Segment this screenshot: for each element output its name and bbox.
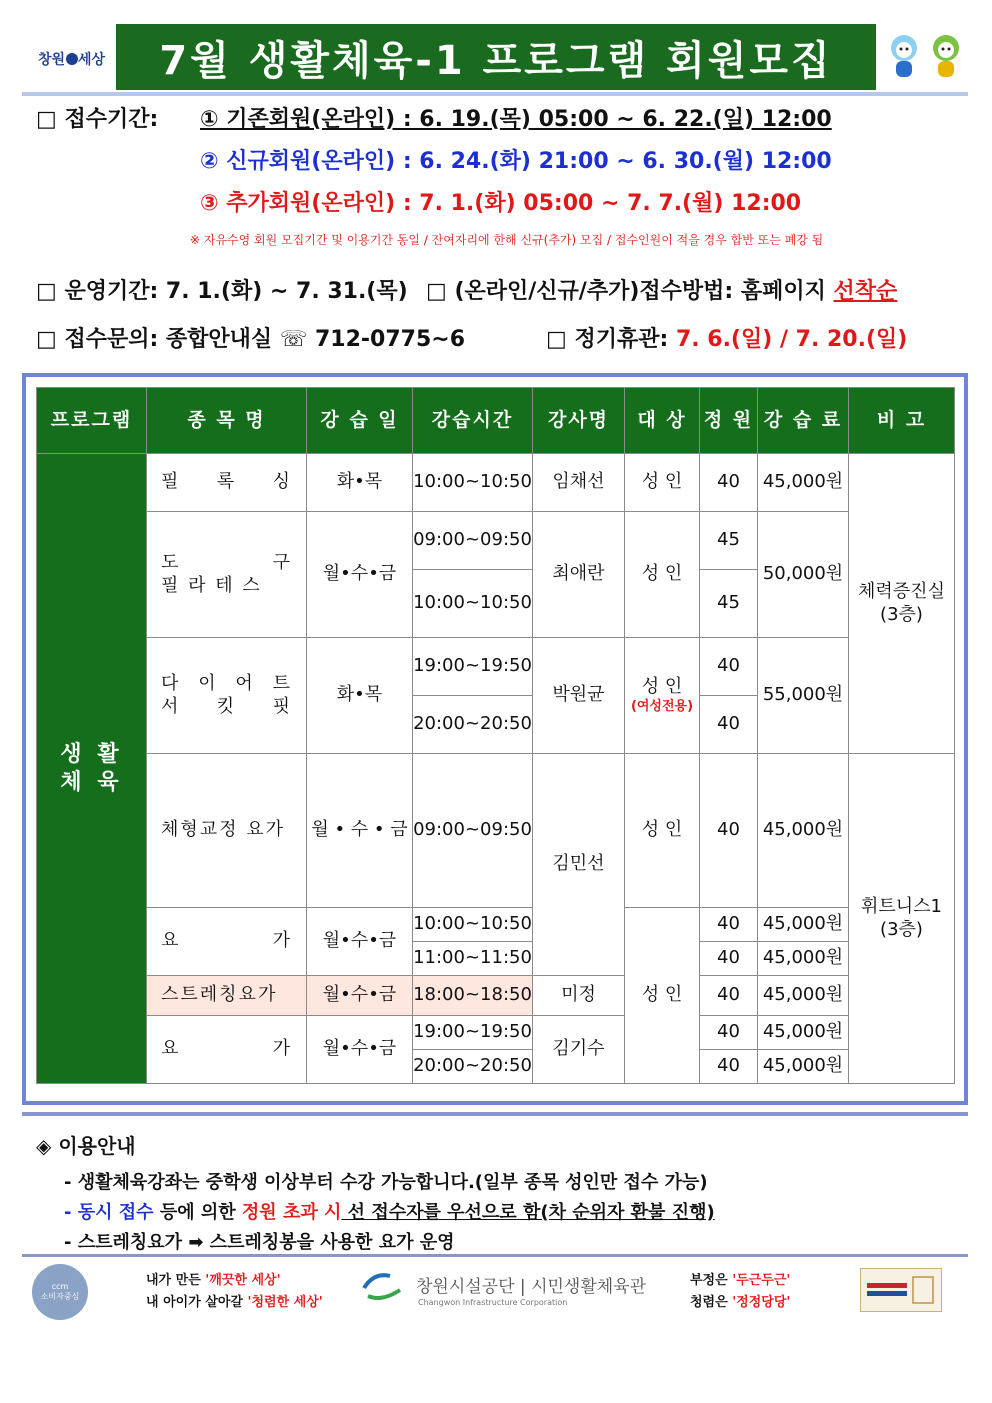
time-cell: 19:00~19:50 [413,1016,533,1050]
col-fee: 강 습 료 [758,388,849,454]
guide-item-2-c: 정원 초과 시 [241,1202,342,1223]
table-row [37,638,955,696]
days-cell: 월•수•금 [307,908,413,976]
table-row [37,976,955,1016]
target-cell: 성 인 [625,754,700,908]
days-cell: 화•목 [307,638,413,754]
target-text: 성 인 [641,676,683,698]
certification-badge-icon [860,1268,942,1312]
table-header-row [37,388,955,454]
guide-item-3: - 스트레칭요가 ➡ 스트레칭봉을 사용한 요가 운영 [64,1232,455,1253]
instructor-cell: 임채선 [533,454,625,512]
corporation-name-en: Changwon Infrastructure Corporation [418,1298,568,1307]
closed-days-value: 7. 6.(일) / 7. 20.(일) [675,327,908,352]
program-name [147,512,307,638]
fee-cell: 55,000원 [758,638,849,754]
days-cell: 화•목 [307,454,413,512]
col-program: 프로그램 [37,388,147,454]
target-cell: 성 인 [625,908,700,1084]
time-cell: 09:00~09:50 [413,512,533,570]
page-title: 7월 생활체육-1 프로그램 회원모집 [159,37,833,84]
time-cell: 09:00~09:50 [413,754,533,908]
slogan-highlight: '정정당당' [732,1295,791,1311]
note-cell: 휘트니스1 (3층) [849,754,955,1084]
capacity-cell: 40 [700,908,758,942]
days-cell: 월•수•금 [307,512,413,638]
target-cell: 성 인 [625,512,700,638]
target-cell [625,638,700,754]
svg-text:세상: 세상 [78,52,106,68]
program-name: 체형교정 요가 [147,754,307,908]
program-name [147,1016,307,1084]
footer-slogan-right [690,1270,790,1314]
program-name [147,908,307,976]
days-cell: 월•수•금 [307,1016,413,1084]
slogan-highlight: '청렴한 세상' [247,1295,323,1311]
program-name-text: 요 가 [161,1038,292,1060]
ccm-badge: ccm 소비자중심 [32,1264,88,1320]
page-title-banner [116,24,876,90]
time-cell: 11:00~11:50 [413,942,533,976]
table-row [37,512,955,570]
col-time: 강습시간 [413,388,533,454]
time-cell: 10:00~10:50 [413,908,533,942]
program-name [147,638,307,754]
footer-rule [22,1254,968,1257]
time-cell: 19:00~19:50 [413,638,533,696]
instructor-cell: 김민선 [533,754,625,976]
time-cell: 20:00~20:50 [413,1050,533,1084]
col-note: 비 고 [849,388,955,454]
footer-slogan-left [146,1270,323,1314]
time-cell: 10:00~10:50 [413,454,533,512]
col-capacity: 정 원 [700,388,758,454]
guide-item-1: - 생활체육강좌는 중학생 이상부터 수강 가능합니다.(일부 종목 성인만 접수 가능) [64,1172,708,1193]
instructor-cell: 미정 [533,976,625,1016]
mascot-icons [884,30,968,82]
note-cell: 체력증진실 (3층) [849,454,955,754]
table-bottom-rule [22,1112,968,1116]
guide-item-2 [64,1198,715,1224]
fee-cell: 45,000원 [758,454,849,512]
fee-cell: 45,000원 [758,908,849,942]
guide-item-2-b: 등에 의한 [153,1202,242,1223]
program-name [147,454,307,512]
slogan-highlight: '두근두근' [732,1273,791,1288]
closed-days [546,322,907,353]
table-row [37,454,955,512]
slogan-right-2 [690,1292,790,1314]
fee-cell: 45,000원 [758,1016,849,1050]
category-cell: 생 활 체 육 [37,454,147,1084]
reception-label: □ 접수기간: [36,107,159,132]
reception-new: ② 신규회원(온라인) : 6. 24.(화) 21:00 ~ 6. 30.(월) 12:00 [200,149,832,174]
capacity-cell: 40 [700,454,758,512]
operation-period: □ 운영기간: 7. 1.(화) ~ 7. 31.(목) [36,279,408,304]
reception-additional: ③ 추가회원(온라인) : 7. 1.(화) 05:00 ~ 7. 7.(월) 12:00 [200,191,802,216]
program-name-text: 요 가 [161,930,292,952]
guide-item-2-a: - 동시 접수 [64,1202,154,1223]
program-name-line1: 다 이 어 트 [161,673,292,694]
table-row [37,754,955,908]
reception-existing: ① 기존회원(온라인) : 6. 19.(목) 05:00 ~ 6. 22.(일) 12:00 [200,107,832,132]
program-name-line2: 필 라 테 스 [161,574,262,596]
capacity-cell: 40 [700,754,758,908]
col-target: 대 상 [625,388,700,454]
capacity-cell: 45 [700,512,758,570]
slogan-text: 내 아이가 살아갈 [146,1295,248,1311]
corporation-name: 창원시설공단 | 시민생활체육관 [416,1277,647,1297]
days-cell: 월 • 수 • 금 [307,754,413,908]
capacity-cell: 40 [700,942,758,976]
instructor-cell: 박원균 [533,638,625,754]
capacity-cell: 40 [700,638,758,696]
fee-cell: 45,000원 [758,942,849,976]
guide-item-2-d: 선 접수자를 우선으로 함(차 순위자 환불 진행) [341,1202,715,1223]
slogan-text: 부정은 [690,1273,733,1288]
table-row [37,908,955,942]
time-cell: 18:00~18:50 [413,976,533,1016]
program-name: 스트레칭요가 [147,976,307,1016]
reception-note: ※ 자유수영 회원 모집기간 및 이용기간 동일 / 잔여자리에 한해 신규(추가) 모집 / 접수인원이 적을 경우 합반 또는 폐강 됨 [190,233,824,247]
fee-cell: 45,000원 [758,754,849,908]
time-cell: 20:00~20:50 [413,696,533,754]
capacity-cell: 45 [700,570,758,638]
instructor-cell: 김기수 [533,1016,625,1084]
time-cell: 10:00~10:50 [413,570,533,638]
reception-method-value: 선착순 [833,279,898,304]
target-subtext: (여성전용) [630,698,694,714]
guide-title: ◈ 이용안내 [36,1134,136,1158]
program-name-line1: 도 구 [161,552,292,573]
header-rule [22,92,968,96]
reception-method [426,274,897,305]
capacity-cell: 40 [700,1016,758,1050]
slogan-left-2 [146,1292,323,1314]
slogan-text: 내가 만든 [146,1273,206,1288]
slogan-left-1 [146,1270,323,1292]
slogan-text: 청렴은 [690,1295,733,1311]
program-name-text: 필 록 싱 [161,471,292,493]
capacity-cell: 40 [700,976,758,1016]
contact-info: □ 접수문의: 종합안내실 ☏ 712-0775~6 [36,327,466,352]
svg-text:창원: 창원 [38,52,66,68]
table-row [37,1016,955,1050]
col-days: 강 습 일 [307,388,413,454]
program-table [36,387,955,1084]
col-instructor: 강사명 [533,388,625,454]
closed-days-label: □ 정기휴관: [546,327,669,352]
capacity-cell: 40 [700,696,758,754]
reception-method-label: □ (온라인/신규/추가)접수방법: 홈페이지 [426,279,826,304]
fee-cell: 45,000원 [758,976,849,1016]
program-name-line2: 서 킷 핏 [161,695,292,717]
city-logo [36,30,108,82]
fee-cell: 50,000원 [758,512,849,638]
instructor-cell: 최애란 [533,512,625,638]
fee-cell: 45,000원 [758,1050,849,1084]
col-name: 종 목 명 [147,388,307,454]
corporation-logo-icon [360,1270,410,1306]
slogan-highlight: '깨끗한 세상' [205,1273,281,1288]
target-cell: 성 인 [625,454,700,512]
capacity-cell: 40 [700,1050,758,1084]
days-cell: 월•수•금 [307,976,413,1016]
footer [22,1258,968,1330]
slogan-right-1 [690,1270,790,1292]
